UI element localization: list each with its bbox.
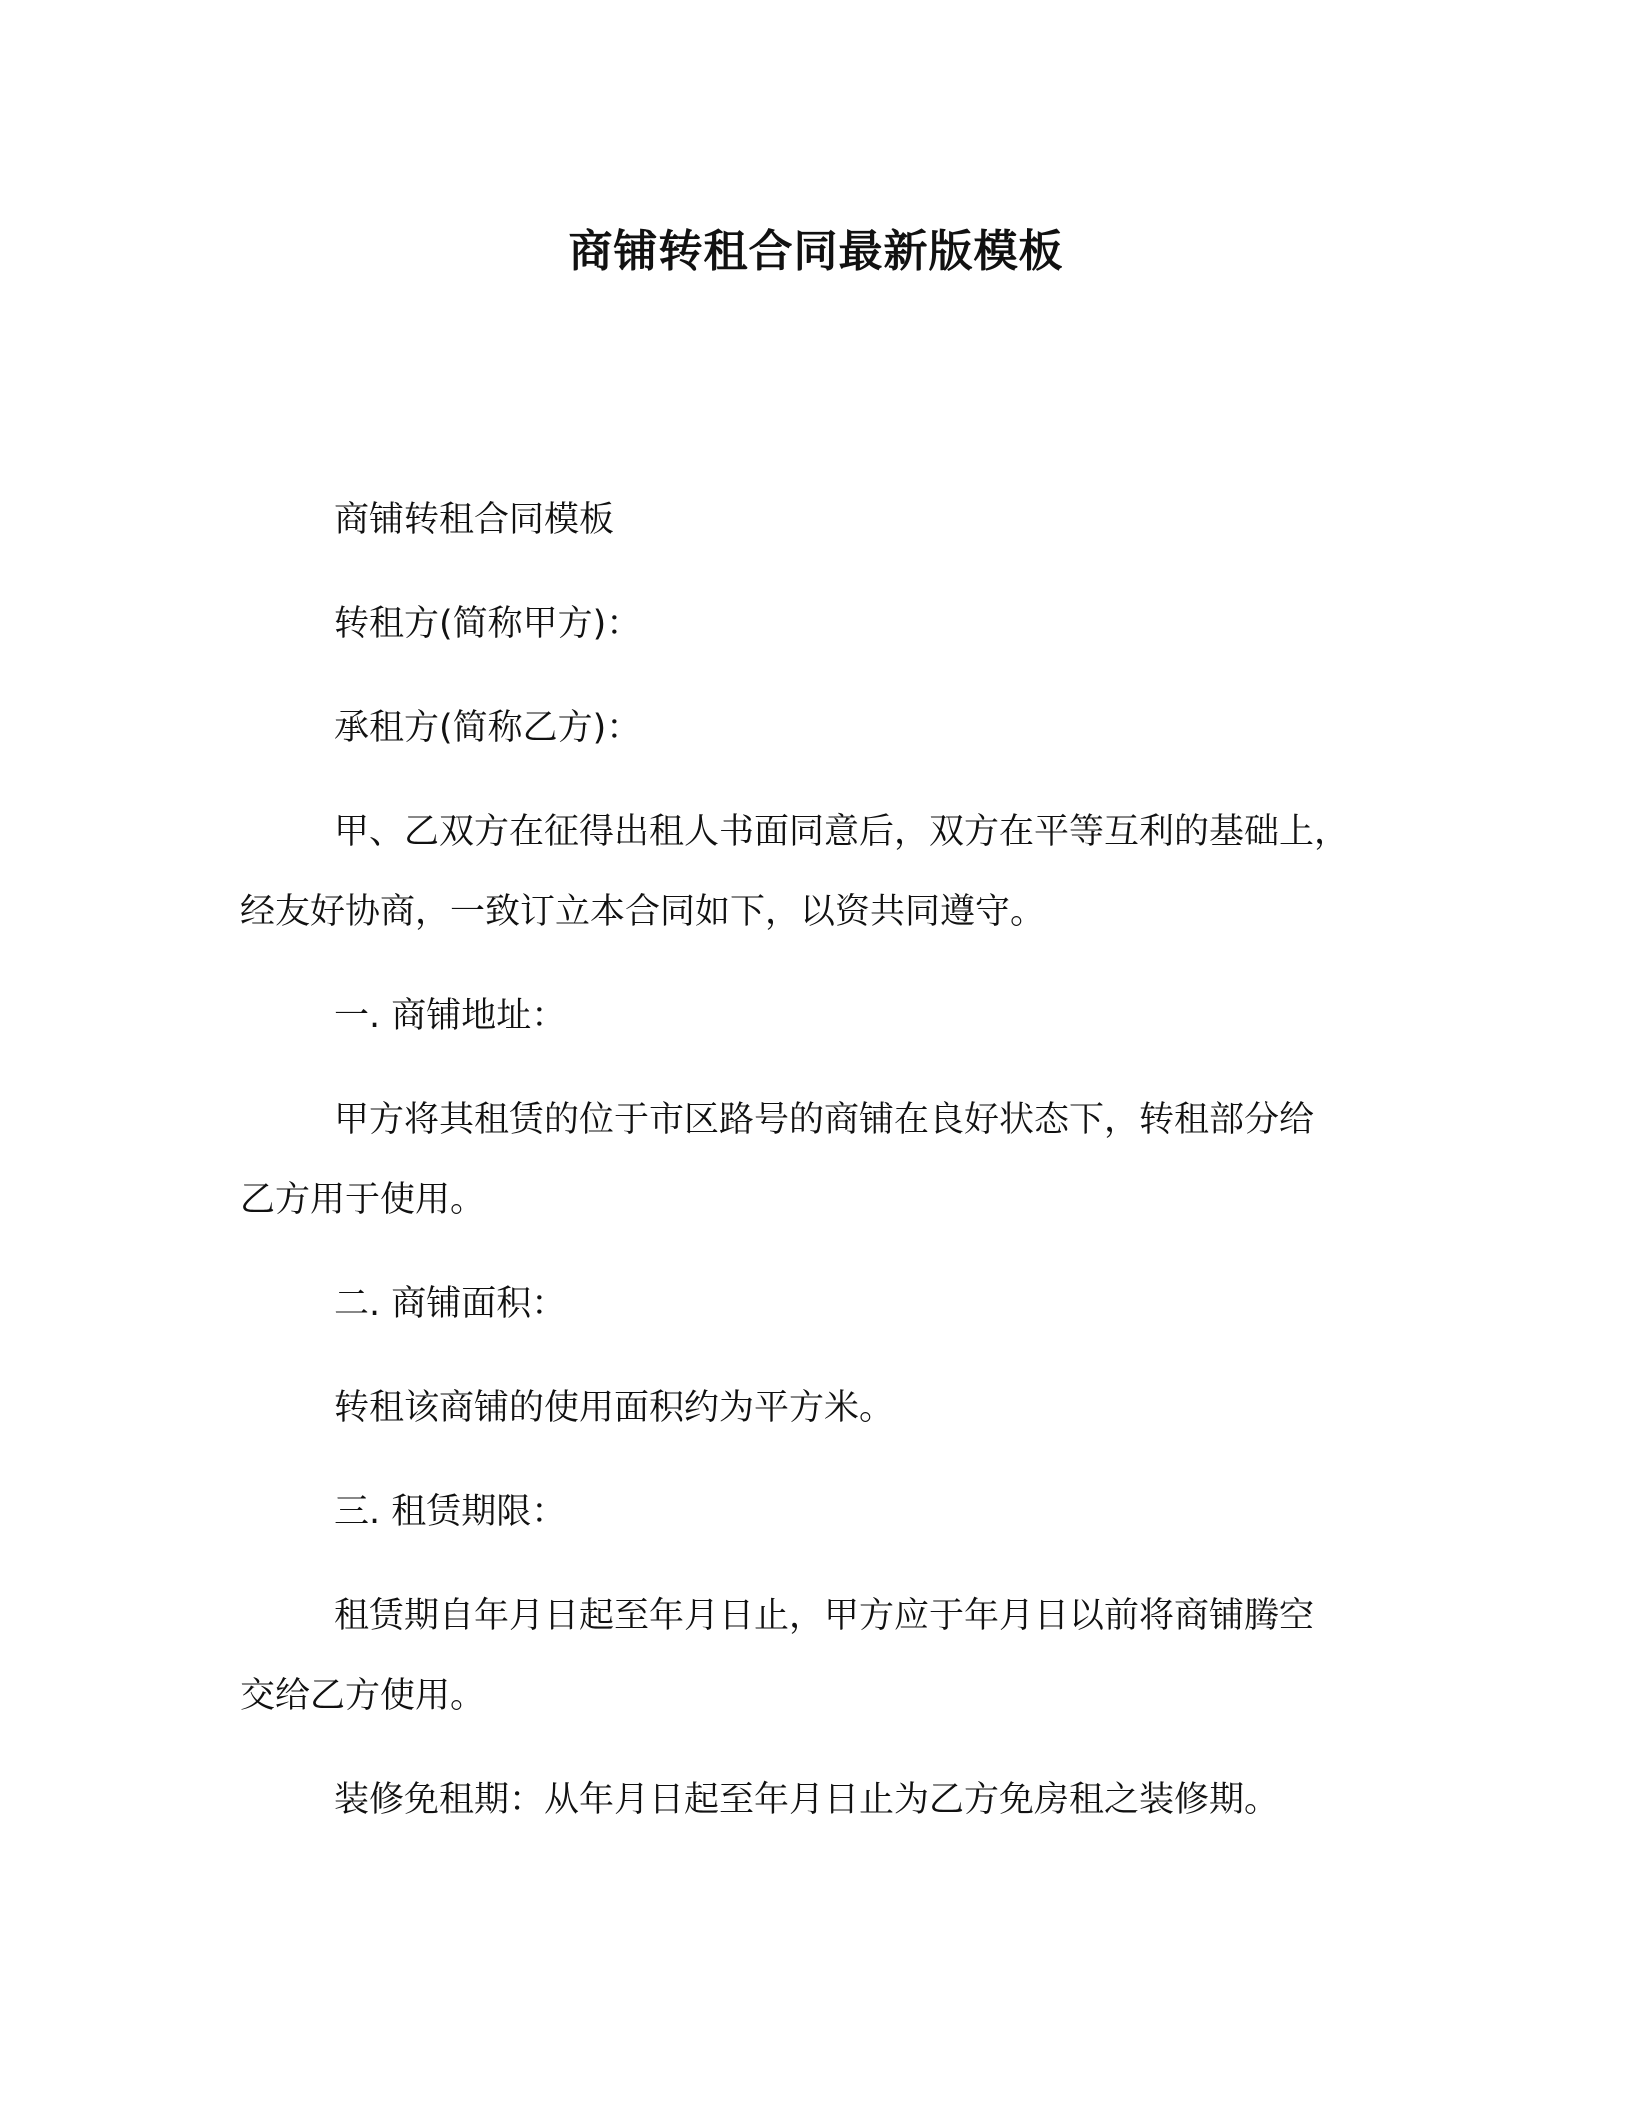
paragraph-template-name	[240, 480, 1400, 560]
paragraph-line: 乙方用于使用。	[240, 1180, 486, 1220]
paragraph-line: 转租该商铺的使用面积约为平方米。	[334, 1388, 895, 1428]
paragraph-line: 交给乙方使用。	[240, 1676, 486, 1716]
paragraph-party-b	[240, 688, 1400, 768]
document-title: 商铺转租合同最新版模板	[568, 226, 1064, 277]
paragraph-area	[240, 1368, 1400, 1448]
section-heading-area	[240, 1264, 1400, 1344]
paragraph-line: 甲方将其租赁的位于市区路号的商铺在良好状态下，转租部分给	[334, 1100, 1315, 1140]
section-heading-address	[240, 976, 1400, 1056]
paragraph-line: 承租方(简称乙方)：	[334, 708, 642, 748]
section-heading-term	[240, 1472, 1400, 1552]
paragraph-line: 经友好协商，一致订立本合同如下，以资共同遵守。	[240, 892, 1046, 932]
paragraph-renovation-period	[240, 1760, 1400, 1840]
paragraph-address	[240, 1080, 1400, 1240]
paragraph-line: 商铺转租合同模板	[334, 500, 615, 540]
paragraph-preamble	[240, 792, 1400, 952]
paragraph-line: 甲、乙双方在征得出租人书面同意后，双方在平等互利的基础上，	[334, 812, 1350, 852]
paragraph-line: 二. 商铺面积：	[334, 1284, 567, 1324]
paragraph-party-a	[240, 584, 1400, 664]
paragraph-line: 三. 租赁期限：	[334, 1492, 567, 1532]
paragraph-term	[240, 1576, 1400, 1736]
document-body	[240, 480, 1400, 1840]
paragraph-line: 一. 商铺地址：	[334, 996, 567, 1036]
paragraph-line: 转租方(简称甲方)：	[334, 604, 642, 644]
paragraph-line: 租赁期自年月日起至年月日止，甲方应于年月日以前将商铺腾空	[334, 1596, 1315, 1636]
paragraph-line: 装修免租期：从年月日起至年月日止为乙方免房租之装修期。	[334, 1780, 1280, 1820]
